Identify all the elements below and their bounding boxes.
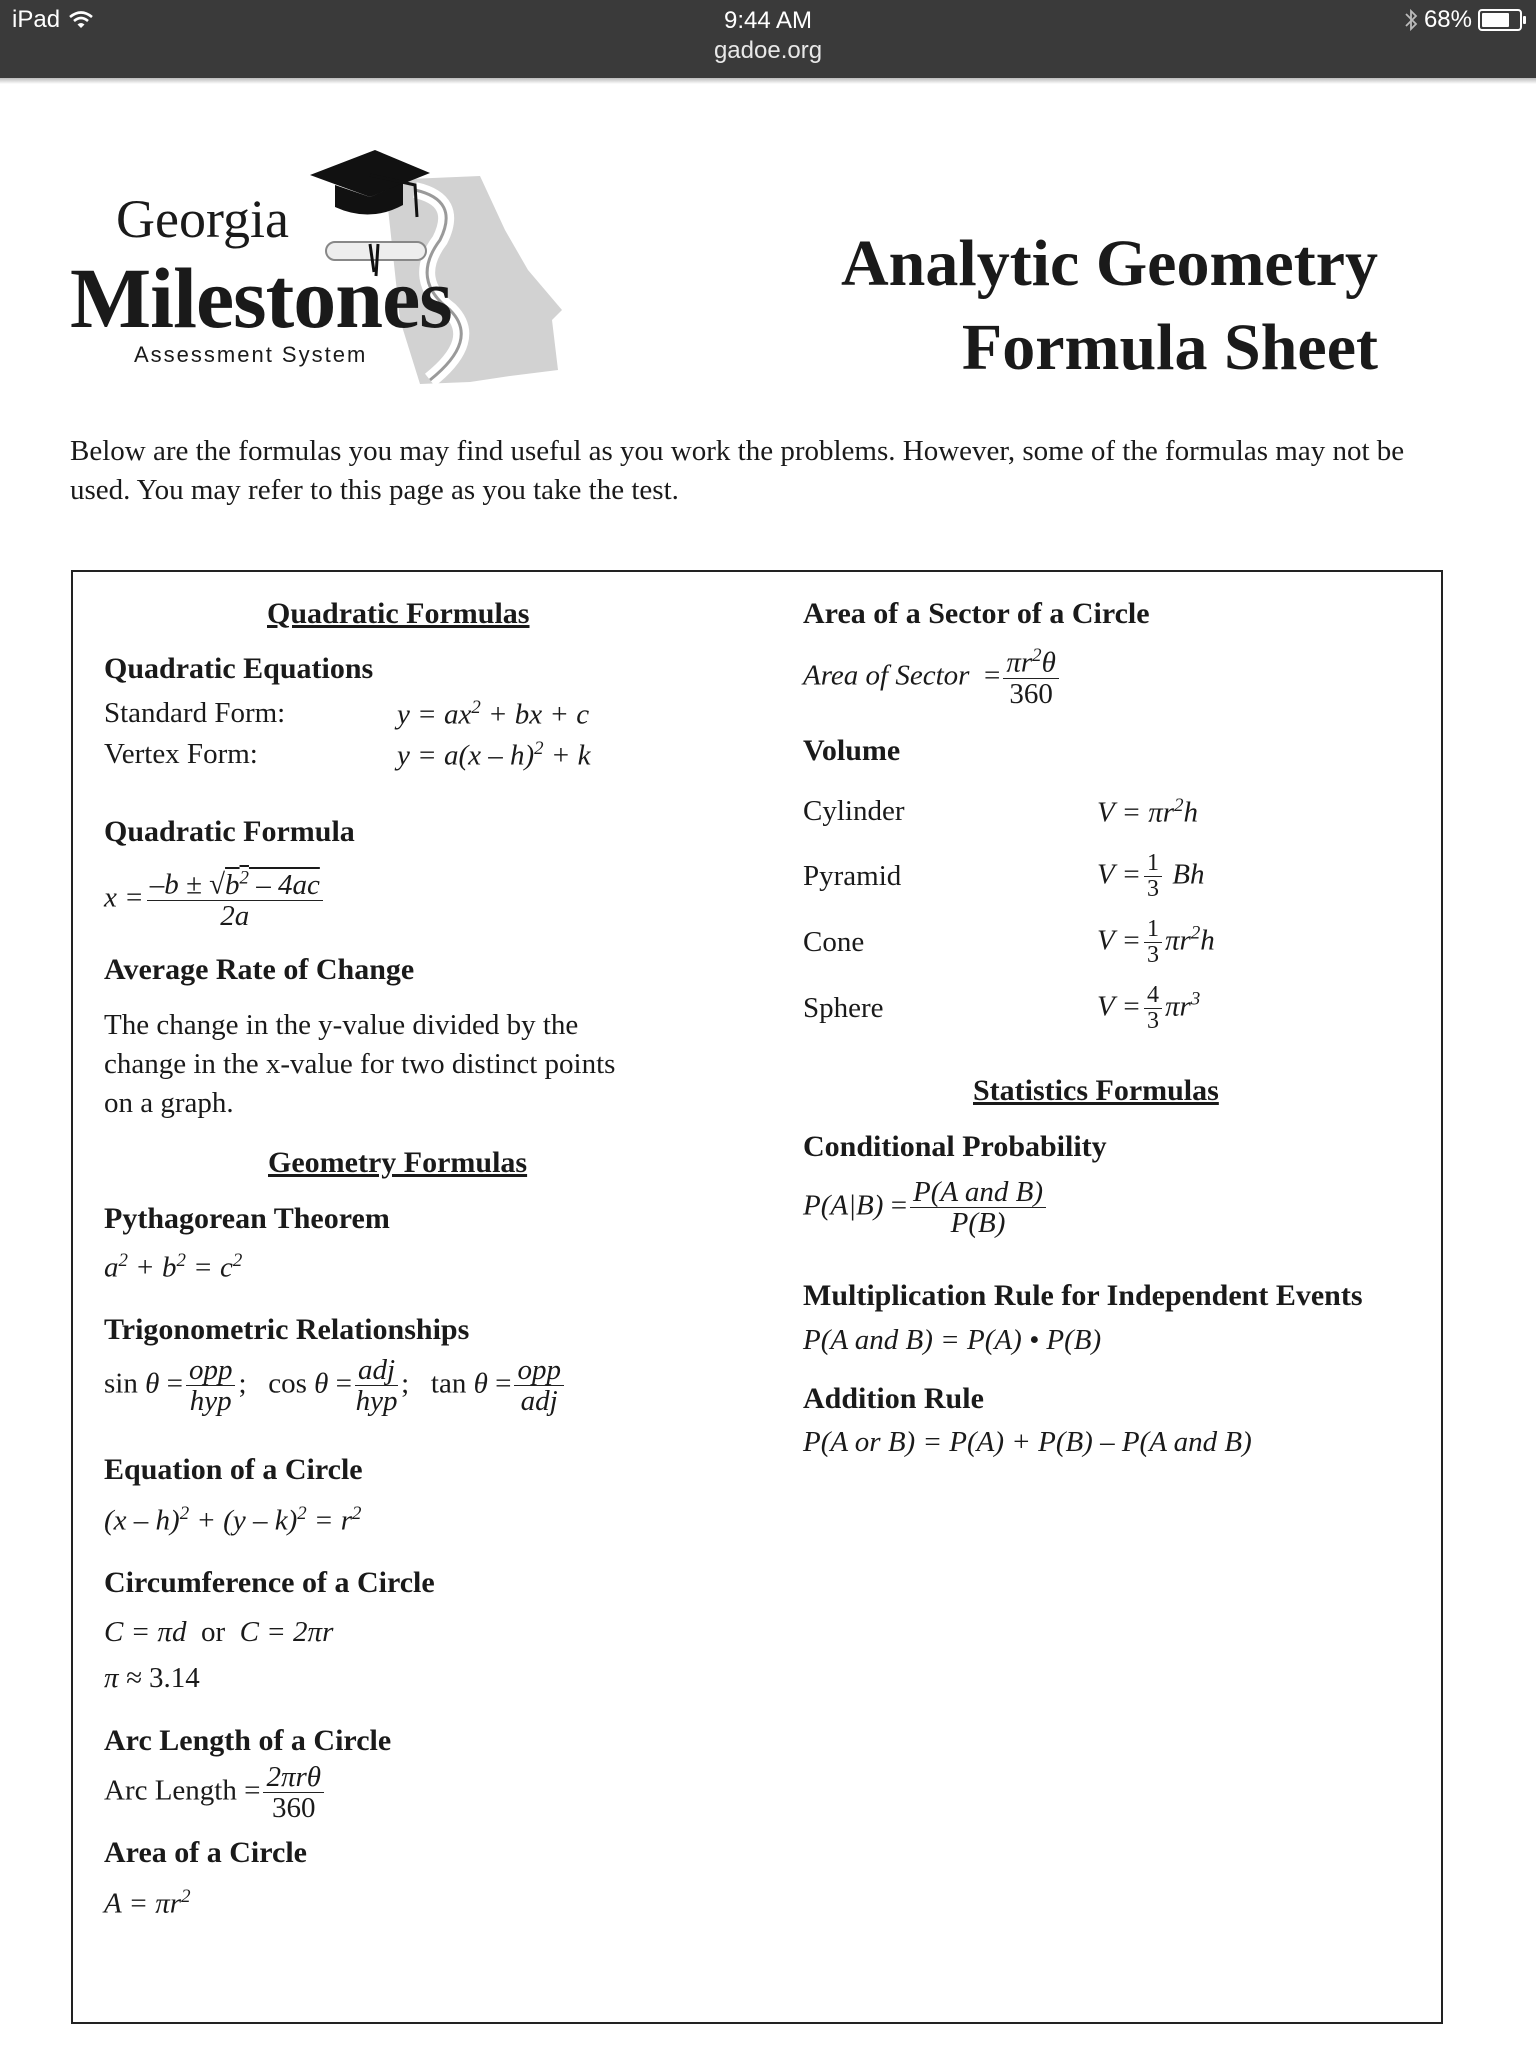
conditional-probability-heading: Conditional Probability (803, 1130, 1107, 1163)
toolbar-shadow (0, 78, 1536, 84)
sphere-formula: V = $\frac{4}{3}$ $\pi r^3$ (1097, 982, 1201, 1035)
or-word: or (200, 1616, 226, 1648)
arc-length-heading: Arc Length of a Circle (104, 1724, 392, 1757)
area-circle-heading: Area of a Circle (104, 1836, 307, 1869)
conditional-probability-formula: P(A|B) = $\frac{\text{P(A and B)}}{P(B)}$ (803, 1177, 1049, 1239)
vertex-form-label: Vertex Form: (104, 738, 258, 770)
sector-label: Area of Sector (803, 659, 970, 692)
quadratic-equations-heading: Quadratic Equations (104, 652, 374, 685)
logo-milestones: Milestones (70, 250, 452, 346)
pyramid-formula: V = $\frac{1}{3}$ Bh (1097, 850, 1205, 903)
status-center (0, 6, 1536, 66)
average-rate-heading: Average Rate of Change (104, 953, 415, 986)
circle-equation-heading: Equation of a Circle (104, 1453, 363, 1486)
title-line-1: Analytic Geometry (841, 227, 1378, 300)
intro-paragraph: Below are the formulas you may find useful as you work the problems. However, some of the formulas may not be used. You may refer to this page as you take the test. (70, 435, 1405, 506)
sector-denominator: 360 (1009, 678, 1053, 711)
sphere-label: Sphere (803, 992, 884, 1024)
cone-label: Cone (803, 926, 865, 958)
circumference-heading: Circumference of a Circle (104, 1566, 435, 1599)
battery-icon (1478, 9, 1522, 31)
statistics-formulas-header: Statistics Formulas (973, 1074, 1219, 1107)
trig-heading: Trigonometric Relationships (104, 1313, 470, 1346)
arc-length-denominator: 360 (272, 1792, 316, 1825)
quadratic-formula: x = $\frac{-b \pm √b^2 - 4ac}{2a}$ (104, 868, 326, 932)
cylinder-label: Cylinder (803, 795, 905, 827)
arc-length-label: Arc Length = (104, 1774, 261, 1807)
logo-assessment-system: Assessment System (134, 342, 368, 367)
status-bar (0, 0, 1536, 78)
circumference-formula: C = πd or C = 2πr (104, 1616, 334, 1648)
vertex-form-formula: y = a(x – h)$^2$ + k (397, 738, 591, 772)
battery-percent: 68% (1423, 6, 1472, 33)
average-rate-text: The change in the y-value divided by the change in the x-value for two distinct points on a graph. (104, 1009, 616, 1119)
multiplication-rule-formula: P(A and B) = P(A) • P(B) (803, 1324, 1102, 1356)
standard-form-label: Standard Form: (104, 697, 286, 729)
cone-formula: V = $\frac{1}{3}$ $\pi r^2h$ (1097, 916, 1215, 969)
status-right (1404, 6, 1522, 34)
circle-equation-formula: $(x - h)^2 + (y - k)^2 = r^2$ (104, 1503, 362, 1537)
addition-rule-heading: Addition Rule (803, 1382, 984, 1415)
geometry-formulas-header: Geometry Formulas (268, 1146, 528, 1179)
trig-formulas: sin θ = $\frac{\text{opp}}{\text{hyp}}$ ; cos θ = $\frac{\text{adj}}{\text{hyp}}$ ; tan θ = $\frac{\text{opp}}{\text{adj}}$ (104, 1355, 567, 1417)
pi-value: 3.14 (148, 1662, 200, 1694)
page-title (841, 222, 1378, 390)
logo-georgia: Georgia (116, 189, 289, 249)
sector-formula: Area of Sector = $\frac{\pi r^2\theta}{360}$ (803, 646, 1062, 710)
arc-length-formula: Arc Length = $\frac{\text{2πrθ}}{360}$ (104, 1762, 327, 1824)
url-label[interactable]: gadoe.org (713, 37, 823, 64)
pi-approximation: π ≈ 3.14 (104, 1662, 200, 1694)
clock: 9:44 AM (723, 7, 813, 34)
bluetooth-icon (1404, 8, 1418, 32)
cylinder-formula: $V = \pi r^2h$ (1097, 795, 1198, 829)
area-circle-formula: $A = \pi r^2$ (104, 1886, 191, 1920)
pythagorean-heading: Pythagorean Theorem (104, 1202, 390, 1235)
graduation-cap-icon (305, 145, 435, 225)
quadratic-formula-heading: Quadratic Formula (104, 815, 355, 848)
pythagorean-formula: $a^2 + b^2 = c^2$ (104, 1250, 243, 1284)
title-line-2: Formula Sheet (961, 311, 1378, 384)
quadratic-formulas-header: Quadratic Formulas (267, 597, 530, 630)
device-name: iPad (12, 6, 61, 33)
volume-heading: Volume (803, 734, 901, 767)
standard-form-formula: $y = ax^2$ + bx + c (397, 697, 590, 731)
sector-heading: Area of a Sector of a Circle (803, 597, 1150, 630)
addition-rule-formula: P(A or B) = P(A) + P(B) – P(A and B) (803, 1426, 1252, 1458)
multiplication-rule-heading: Multiplication Rule for Independent Events (803, 1279, 1363, 1312)
pyramid-label: Pyramid (803, 860, 902, 892)
